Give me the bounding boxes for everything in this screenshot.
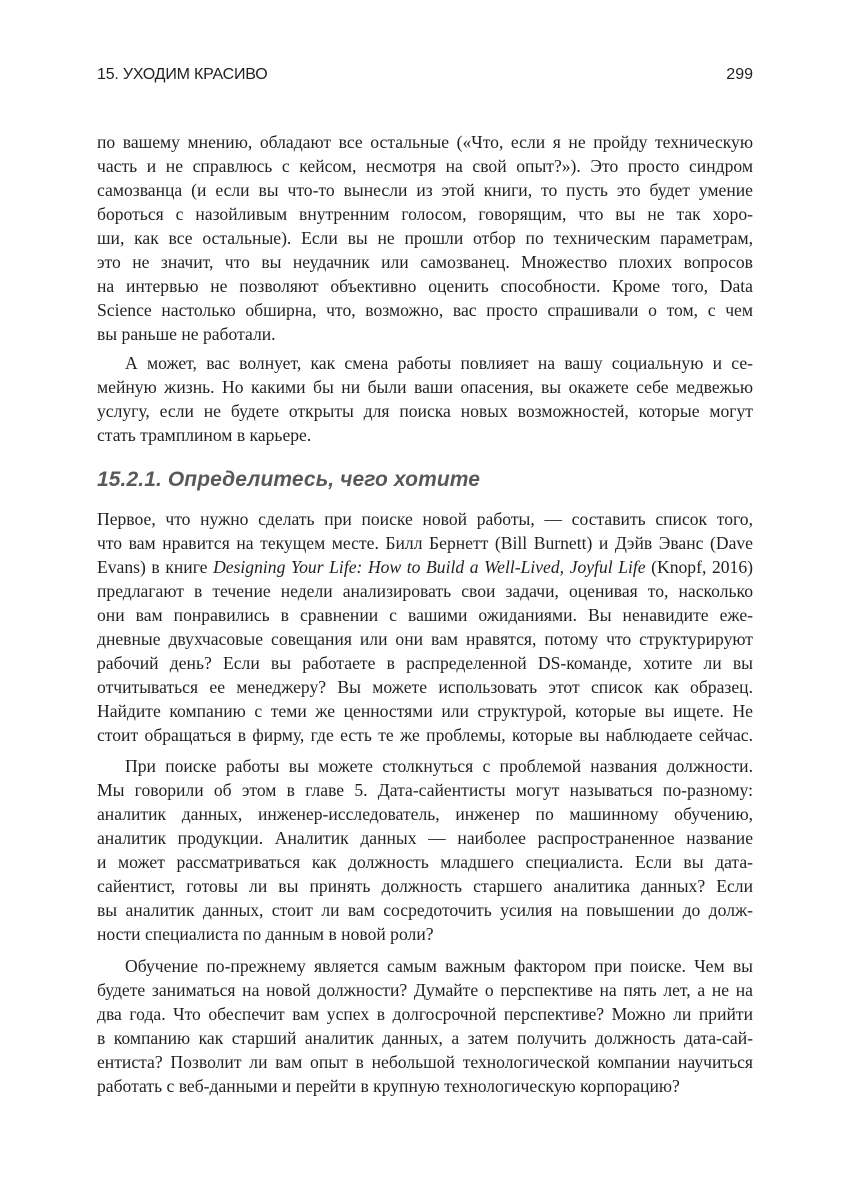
book-publisher: (Knopf, 2016) <box>645 557 753 577</box>
paragraph-continuation <box>97 130 753 346</box>
text-line: А может, вас волнует, как смена работы повлияет на вашу социальную и се- <box>125 353 753 373</box>
text-line: Первое, что нужно сделать при поиске новой работы, — составить список того, <box>97 509 753 529</box>
text-line: ентиста? Позволит ли вам опыт в небольшой технологической компании научиться <box>97 1052 753 1072</box>
text-line: два года. Что обеспечит вам успех в долгосрочной перспективе? Можно ли прийти <box>97 1004 753 1024</box>
text-line: Evans) в книге Designing Your Life: How to Build a Well-Lived, Joyful Life (Knopf, 2016) <box>97 557 753 577</box>
text-line: Найдите компанию с теми же ценностями или структурой, которые вы ищете. Не <box>97 701 753 721</box>
paragraph <box>97 507 753 747</box>
text-line: это не значит, что вы неудачник или самозванец. Множество плохих вопросов <box>97 252 753 272</box>
text-line: услугу, если не будете открыты для поиска новых возможностей, которые могут <box>97 401 753 421</box>
text-line: они вам понравились в сравнении с вашими ожиданиями. Вы ненавидите еже- <box>97 605 753 625</box>
text-line: вы аналитик данных, стоит ли вам сосредоточить усилия на повышении до долж- <box>97 900 753 920</box>
running-header <box>97 66 753 88</box>
text-line: рабочий день? Если вы работаете в распределенной DS-команде, хотите ли вы <box>97 653 753 673</box>
text-line: по вашему мнению, обладают все остальные («Что, если я не пройду техническую <box>97 132 753 152</box>
text-line: стоит обращаться в фирму, где есть те же проблемы, которые вы наблюдаете сейчас. <box>97 725 753 745</box>
text-line: предлагают в течение недели анализировать свои задачи, оценивая то, насколько <box>97 581 753 601</box>
text-line: мейную жизнь. Но какими бы ни были ваши опасения, вы окажете себе медвежью <box>97 377 753 397</box>
text-line: стать трамплином в карьере. <box>97 425 312 445</box>
text-line: вы раньше не работали. <box>97 324 276 344</box>
text-line: Science настолько обширна, что, возможно, вас просто спрашивали о том, с чем <box>97 300 753 320</box>
text-line: и может рассматриваться как должность младшего специалиста. Если вы дата- <box>97 852 753 872</box>
text-line: Мы говорили об этом в главе 5. Дата-сайентисты могут называться по-разному: <box>97 780 753 800</box>
text-line: бороться с назойливым внутренним голосом, говорящим, что вы не так хоро- <box>97 204 753 224</box>
text-line: в компанию как старший аналитик данных, а затем получить должность дата-сай- <box>97 1028 753 1048</box>
text-line: самозванца (и если вы что-то вынесли из этой книги, то пусть это будет умение <box>97 180 753 200</box>
text-line: работать с веб-данными и перейти в крупную технологическую корпорацию? <box>97 1076 680 1096</box>
text-line: что вам нравится на текущем месте. Билл Бернетт (Bill Burnett) и Дэйв Эванс (Dave <box>97 533 753 553</box>
section-heading: 15.2.1. Определитесь, чего хотите <box>97 468 481 491</box>
text-line: При поиске работы вы можете столкнуться с проблемой названия должности. <box>125 756 753 776</box>
text-line: аналитик продукции. Аналитик данных — наиболее распространенное название <box>97 828 753 848</box>
text-line: Обучение по-прежнему является самым важным фактором при поиске. Чем вы <box>125 956 753 976</box>
text-line: будете заниматься на новой должности? Думайте о перспективе на пять лет, а не на <box>97 980 753 1000</box>
text-line: ности специалиста по данным в новой роли? <box>97 924 434 944</box>
paragraph <box>97 351 753 447</box>
paragraph <box>97 954 753 1098</box>
text-line: на интервью не позволяют объективно оценить способности. Кроме того, Data <box>97 276 753 296</box>
text-line: ши, как все остальные). Если вы не прошли отбор по техническим параметрам, <box>97 228 753 248</box>
page-number: 299 <box>726 66 753 83</box>
paragraph <box>97 754 753 946</box>
book-title: Designing Your Life: How to Build a Well-Lived, Joyful Life <box>213 557 646 577</box>
chapter-title: 15. УХОДИМ КРАСИВО <box>97 66 268 83</box>
text-line: дневные двухчасовые совещания или они вам нравятся, потому что структурируют <box>97 629 753 649</box>
text-line: отчитываться ее менеджеру? Вы можете использовать этот список как образец. <box>97 677 753 697</box>
text-line: часть и не справлюсь с кейсом, несмотря на свой опыт?»). Это просто синдром <box>97 156 753 176</box>
text-line: аналитик данных, инженер-исследователь, инженер по машинному обучению, <box>97 804 753 824</box>
text-line: сайентист, готовы ли вы принять должность старшего аналитика данных? Если <box>97 876 753 896</box>
